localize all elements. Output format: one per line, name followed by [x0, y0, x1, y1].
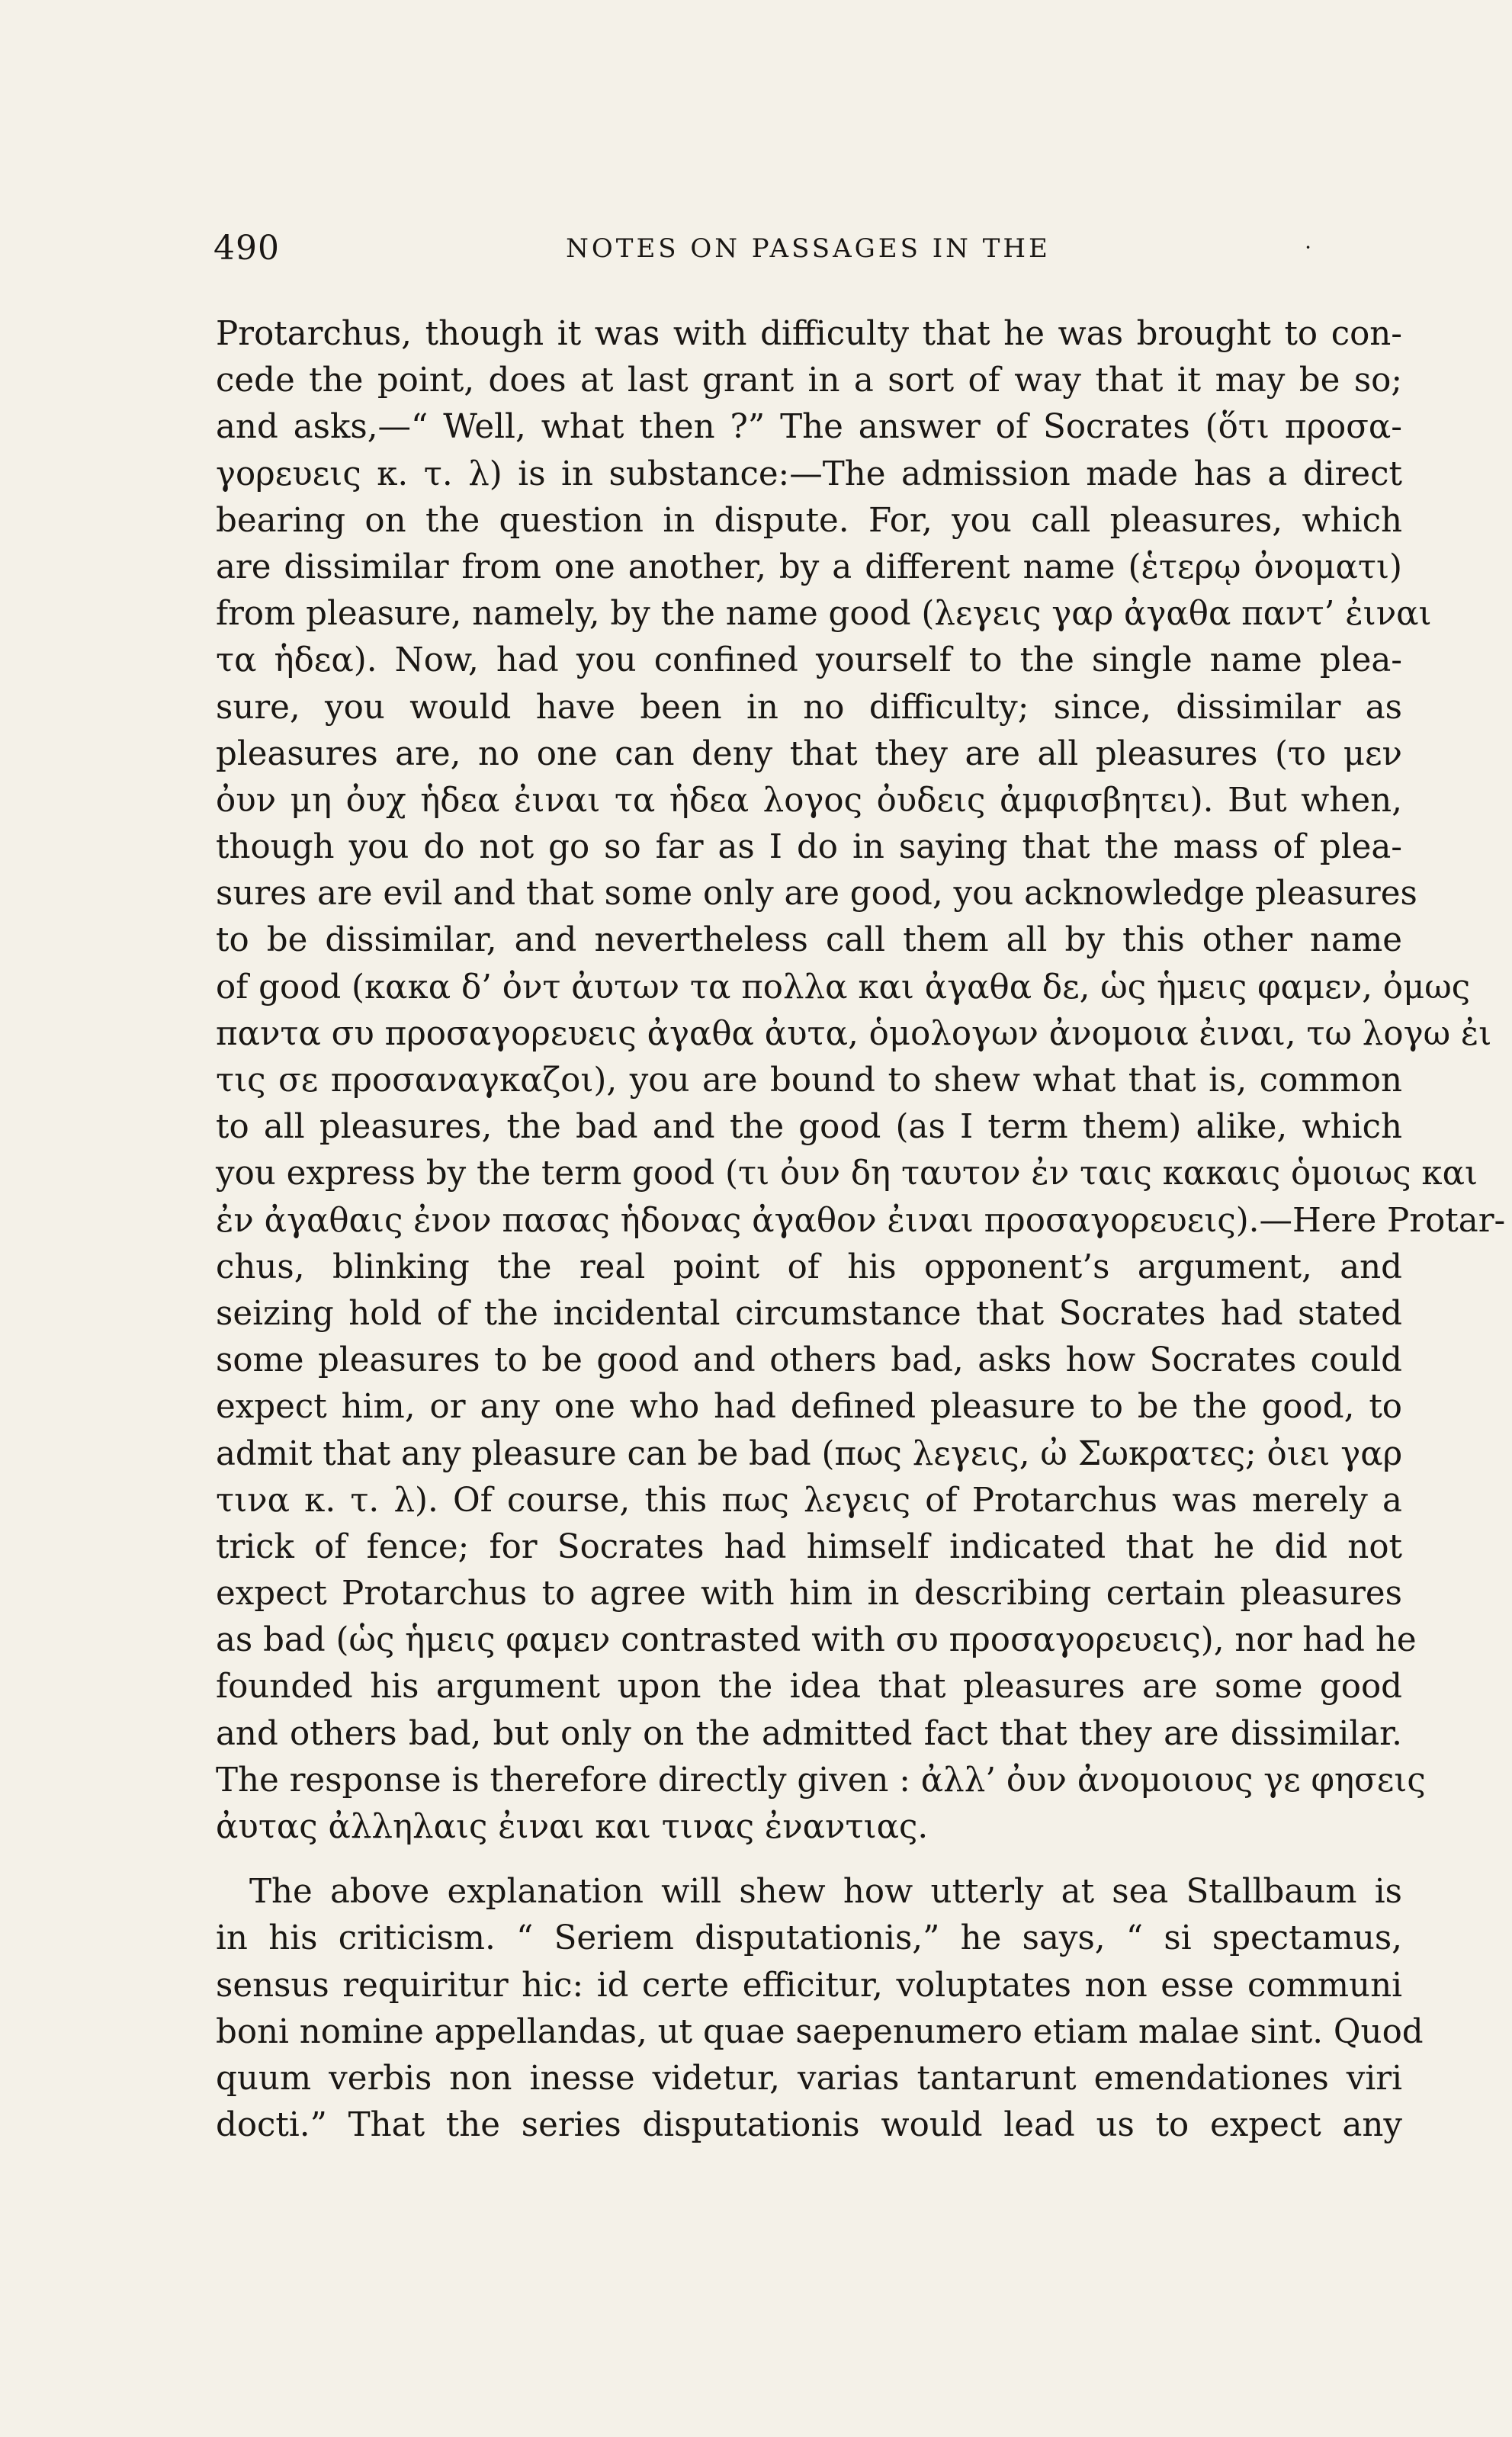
text-line: boni nomine appellandas, ut quae saepenumero etiam malae sint. Quod — [216, 2012, 1424, 2051]
text-line: to all pleasures, the bad and the good (as I term them) alike, which — [216, 1108, 1402, 1147]
text-line: though you do not go so far as I do in saying that the mass of plea- — [216, 828, 1402, 867]
text-line: in his criticism. “ Seriem disputationis,” he says, “ si spectamus, — [216, 1919, 1402, 1958]
body-text — [216, 311, 1506, 2149]
text-line: sures are evil and that some only are good, you acknowledge pleasures — [216, 875, 1417, 913]
text-line: some pleasures to be good and others bad, asks how Socrates could — [216, 1341, 1402, 1380]
paragraph-1 — [216, 311, 1506, 1851]
page-header — [213, 229, 1403, 275]
text-line: founded his argument upon the idea that pleasures are some good — [216, 1668, 1402, 1707]
text-line: and others bad, but only on the admitted fact that they are dissimilar. — [216, 1714, 1402, 1753]
text-line: you express by the term good (τι ὀυν δη ταυτον ἐν ταις κακαις ὁμοιως και — [216, 1154, 1478, 1193]
text-line: as bad (ὡς ἡμεις φαμεν contrasted with συ προσαγορευεις), nor had he — [216, 1621, 1417, 1660]
text-line: from pleasure, namely, by the name good (λεγεις γαρ ἀγαθα παντ’ ἐιναι — [216, 595, 1432, 634]
text-line: cede the point, does at last grant in a sort of way that it may be so; — [216, 361, 1402, 400]
text-line: ὀυν μη ὀυχ ἡδεα ἐιναι τα ἡδεα λογος ὀυδεις ἀμφισβητει). But when, — [216, 781, 1402, 820]
text-line: τινα κ. τ. λ). Of course, this πως λεγεις of Protarchus was merely a — [216, 1481, 1402, 1520]
text-line: The response is therefore directly given : ἀλλ’ ὀυν ἀνομοιους γε φησεις — [216, 1761, 1426, 1800]
text-line: τις σε προσαναγκαζοι), you are bound to shew what that is, common — [216, 1061, 1402, 1100]
page-number: 490 — [213, 229, 280, 268]
text-line: sensus requiritur hic: id certe efficitur, voluptates non esse communi — [216, 1966, 1402, 2005]
text-line: expect Protarchus to agree with him in describing certain pleasures — [216, 1575, 1402, 1613]
text-line: are dissimilar from one another, by a different name (ἑτερῳ ὀνοματι) — [216, 547, 1402, 586]
paragraph-2 — [216, 1869, 1424, 2149]
text-line: expect him, or any one who had defined pleasure to be the good, to — [216, 1388, 1402, 1427]
text-line: ἀυτας ἀλληλαις ἐιναι και τινας ἐναντιας. — [216, 1808, 929, 1846]
text-line: quum verbis non inesse videtur, varias tantarunt emendationes viri — [216, 2059, 1402, 2098]
running-head: NOTES ON PASSAGES IN THE — [566, 233, 1051, 264]
text-line: pleasures are, no one can deny that they are all pleasures (το μεν — [216, 734, 1402, 773]
text-line: chus, blinking the real point of his opponent’s argument, and — [216, 1247, 1402, 1286]
header-mark: · — [1305, 235, 1311, 260]
text-line: and asks,—“ Well, what then ?” The answer of Socrates (ὅτι προσα- — [216, 408, 1402, 447]
text-line: trick of fence; for Socrates had himself indicated that he did not — [216, 1527, 1402, 1566]
text-line: bearing on the question in dispute. For, you call pleasures, which — [216, 501, 1402, 540]
text-line: docti.” That the series disputationis would lead us to expect any — [216, 2106, 1402, 2145]
text-line: παντα συ προσαγορευεις ἀγαθα ἀυτα, ὁμολογων ἀνομοια ἐιναι, τω λογω ἐι — [216, 1014, 1492, 1053]
text-line: to be dissimilar, and nevertheless call them all by this other name — [216, 921, 1402, 960]
text-line: τα ἡδεα). Now, had you confined yourself to the single name plea- — [216, 641, 1402, 680]
text-line: of good (κακα δ’ ὀντ ἀυτων τα πολλα και ἀγαθα δε, ὡς ἡμεις φαμεν, ὀμως — [216, 968, 1471, 1007]
text-line: Protarchus, though it was with difficulty that he was brought to con- — [216, 315, 1402, 353]
text-line: γορευεις κ. τ. λ) is in substance:—The admission made has a direct — [216, 454, 1402, 493]
text-line: admit that any pleasure can be bad (πως λεγεις, ὠ Σωκρατες; ὀιει γαρ — [216, 1434, 1403, 1473]
text-line: ἐν ἀγαθαις ἐνον πασας ἡδονας ἀγαθον ἐιναι προσαγορευεις).—Here Protar- — [216, 1201, 1506, 1240]
text-line: sure, you would have been in no difficulty; since, dissimilar as — [216, 688, 1402, 727]
text-line: The above explanation will shew how utterly at sea Stallbaum is — [249, 1873, 1402, 1912]
text-line: seizing hold of the incidental circumstance that Socrates had stated — [216, 1294, 1402, 1333]
paragraph-gap — [216, 1851, 1402, 1869]
